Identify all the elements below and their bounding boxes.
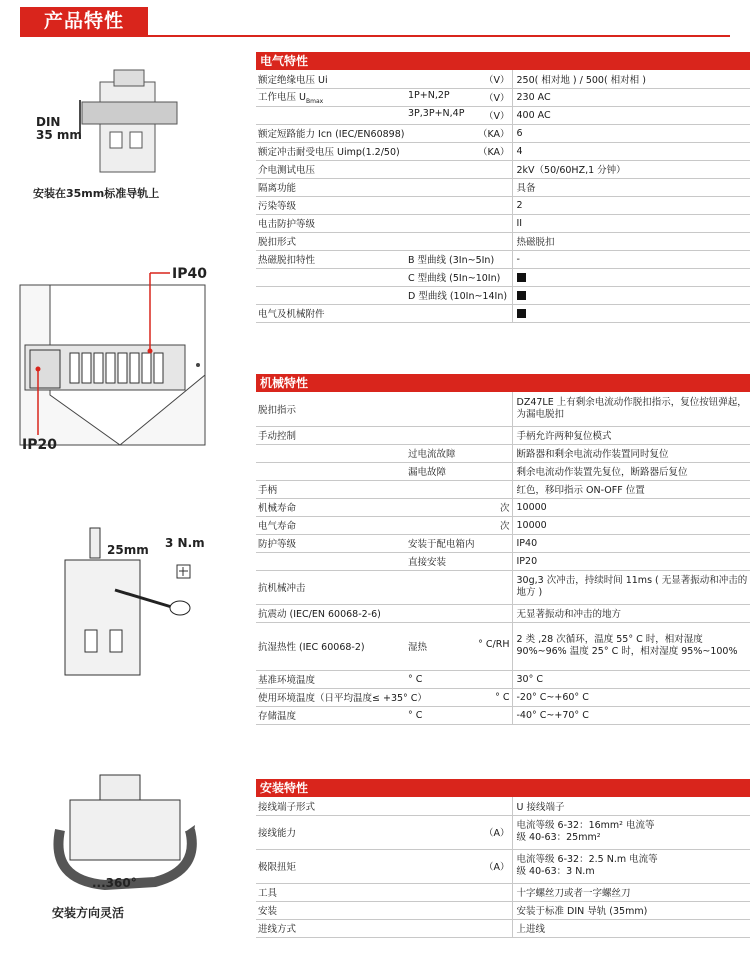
installation-table [256,797,750,938]
electrical-section-title: 电气特性 [256,52,750,70]
torque-label: 3 N.m [165,536,205,550]
table-row: 机械寿命 次 10000 [256,498,750,516]
table-row: 使用环境温度（日平均温度≤ +35° C） ° C -20° C~+60° C [256,688,750,706]
rotation-caption: 安装方向灵活 [52,906,125,920]
table-row: 抗震动 (IEC/EN 60068-2-6) 无显著振动和冲击的地方 [256,604,750,622]
table-row: 额定绝缘电压 Ui （V） 250( 相对地 ) / 500( 相对相 ) [256,70,750,88]
table-row: 污染等级 2 [256,196,750,214]
ip40-label: IP40 [172,266,207,282]
din-caption: 安装在35mm标准导轨上 [33,187,160,200]
table-row: 进线方式 上进线 [256,919,750,937]
table-row: 防护等级 安装于配电箱内 IP40 [256,534,750,552]
table-row: 抗机械冲击 30g,3 次冲击，持续时间 11ms ( 无显著振动和冲击的地方 ) [256,570,750,604]
table-row: 电气及机械附件 [256,304,750,322]
table-row: 安装 安装于标准 DIN 导轨 (35mm) [256,901,750,919]
page-title: 产品特性 [20,7,148,36]
table-row: 手动控制 手柄允许两种复位模式 [256,426,750,444]
table-row: 极限扭矩 （A） 电流等级 6-32：2.5 N.m 电流等级 40-63：3 N.m [256,849,750,883]
table-row: C 型曲线 (5In~10In) [256,268,750,286]
din-label [36,116,82,142]
table-row: 介电测试电压 2kV（50/60HZ,1 分钟） [256,160,750,178]
din-label-line1: DIN [36,115,61,129]
distribution-box-illustration [10,265,210,445]
check-mark-icon [517,273,526,282]
table-row: 额定冲击耐受电压 Uimp(1.2/50) （KA） 4 [256,142,750,160]
table-row: 接线能力 （A） 电流等级 6-32：16mm² 电流等级 40-63：25mm² [256,815,750,849]
table-row: 抗湿热性 (IEC 60068-2) 湿热 ° C/RH 2 类 ,28 次循环，温度 55° C 时，相对湿度 90%~96% 温度 25° C 时，相对湿度 95%~100% [256,622,750,670]
table-row: 接线端子形式 U 接线端子 [256,797,750,815]
title-divider [20,35,730,37]
mechanical-section-title: 机械特性 [256,374,750,392]
electrical-table [256,70,750,323]
table-row: 手柄 红色，移印指示 ON-OFF 位置 [256,480,750,498]
ip20-label: IP20 [22,437,57,453]
table-row: 存储温度 ° C -40° C~+70° C [256,706,750,724]
check-mark-icon [517,291,526,300]
table-row: 脱扣指示 DZ47LE 上有剩余电流动作脱扣指示，复位按钮弹起，为漏电脱扣 [256,392,750,426]
table-row: 工作电压 $U_{Bmax}$ 1P+N,2P （V） 230 AC [256,88,750,106]
table-row: D 型曲线 (10In~14In) [256,286,750,304]
din-label-line2: 35 mm [36,128,82,142]
table-row: 工具 十字螺丝刀或者一字螺丝刀 [256,883,750,901]
check-mark-icon [517,309,526,318]
table-row: 3P,3P+N,4P （V） 400 AC [256,106,750,124]
table-row: 电击防护等级 II [256,214,750,232]
mechanical-table [256,392,750,725]
rotation-label: ...360° [92,876,137,890]
table-row: 热磁脱扣特性 B 型曲线 (3In~5In) - [256,250,750,268]
wire-length-label: 25mm [107,543,149,557]
table-row: 电气寿命 次 10000 [256,516,750,534]
table-row: 基准环境温度 ° C 30° C [256,670,750,688]
table-row: 漏电故障 剩余电流动作装置先复位，断路器后复位 [256,462,750,480]
installation-section-title: 安装特性 [256,779,750,797]
table-row: 隔离功能 具备 [256,178,750,196]
table-row: 直接安装 IP20 [256,552,750,570]
table-row: 脱扣形式 热磁脱扣 [256,232,750,250]
table-row: 过电流故障 断路器和剩余电流动作装置同时复位 [256,444,750,462]
table-row: 额定短路能力 Icn (IEC/EN60898) （KA） 6 [256,124,750,142]
